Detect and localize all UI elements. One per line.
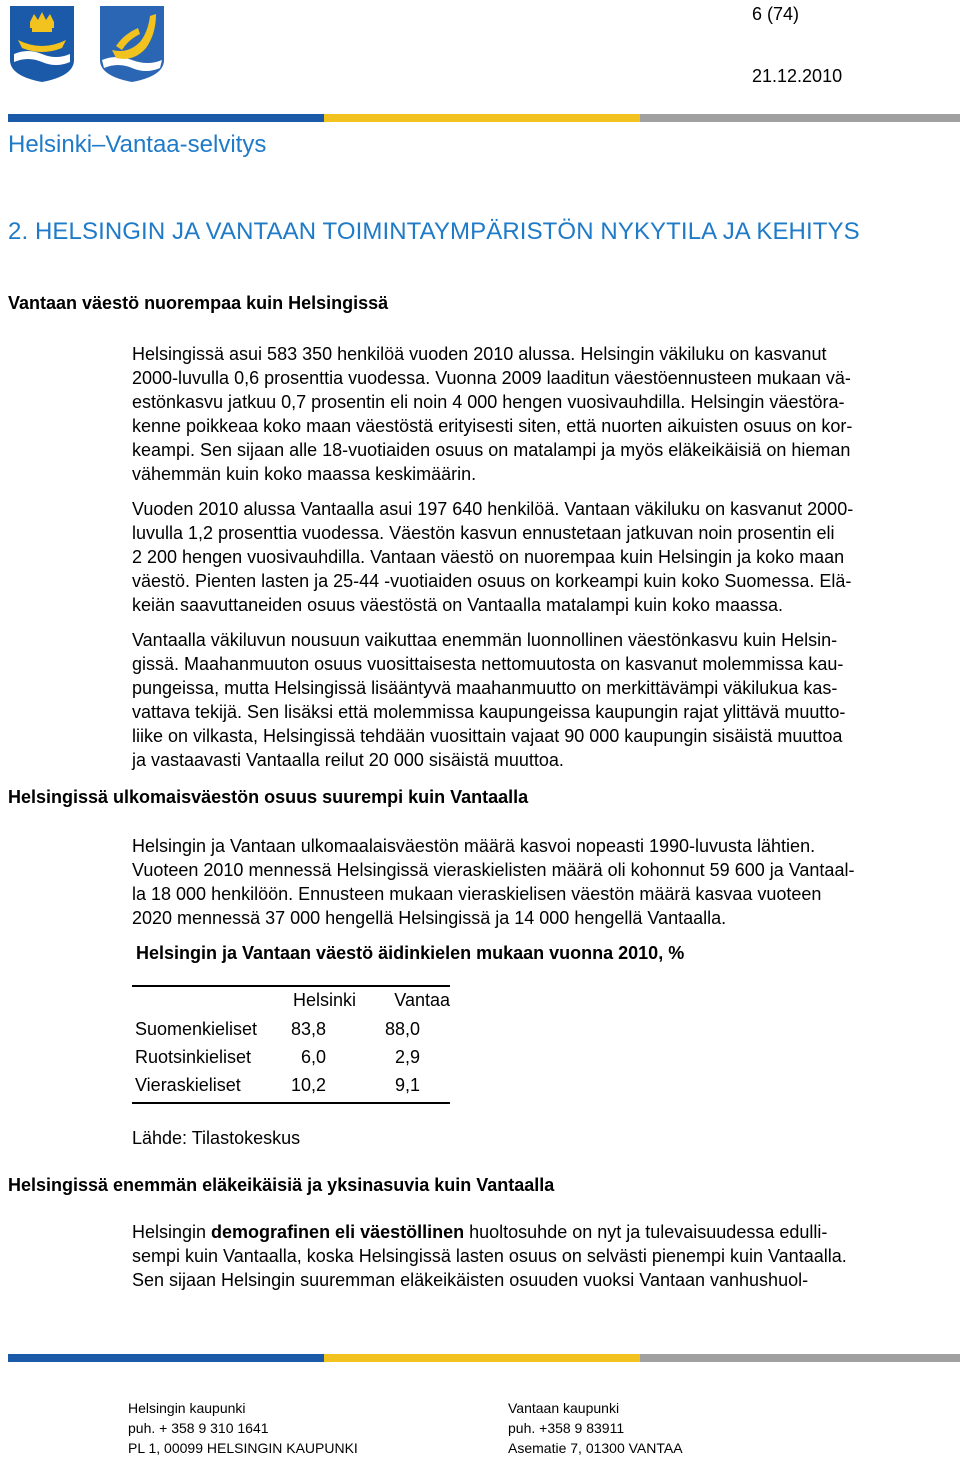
vantaa-crest-icon bbox=[98, 4, 166, 84]
footer-color-bar bbox=[8, 1354, 960, 1362]
table-caption: Helsingin ja Vantaan väestö äidinkielen mukaan vuonna 2010, % bbox=[136, 943, 685, 963]
document-date: 21.12.2010 bbox=[752, 66, 843, 86]
header-color-bar bbox=[8, 114, 960, 122]
page-number: 6 (74) bbox=[752, 4, 800, 24]
footer-vantaa: Vantaan kaupunki puh. +358 9 83911 Asematie 7, 01300 VANTAA bbox=[508, 1400, 683, 1456]
table-top-rule bbox=[132, 985, 450, 987]
section-heading: Vantaan väestö nuorempaa kuin Helsingissä bbox=[8, 293, 389, 313]
section-heading: Helsingissä ulkomaisväestön osuus suurempi kuin Vantaalla bbox=[8, 787, 529, 807]
table-source: Lähde: Tilastokeskus bbox=[132, 1128, 301, 1148]
footer-helsinki: Helsingin kaupunki puh. + 358 9 310 1641 PL 1, 00099 HELSINGIN KAUPUNKI bbox=[128, 1400, 358, 1456]
paragraph: Helsingin demografinen eli väestöllinen huoltosuhde on nyt ja tulevaisuudessa edulli- sempi kuin Vantaalla, koska Helsingissä lasten osuus on selvästi pienempi kuin Vantaalla. Sen sijaan Helsingin suuremman eläkeikäisten osuuden vuoksi Vantaan vanhushuol- bbox=[132, 1222, 847, 1290]
paragraph: Helsingin ja Vantaan ulkomaalaisväestön määrä kasvoi nopeasti 1990-luvusta lähtien. Vuoteen 2010 mennessä Helsingissä vieraskielisten määrä oli kohonnut 59 600 ja Vantaal- la 18 000 henkilöön. Ennusteen mukaan vieraskielisen väestön määrä kasvaa vuoteen 2020 mennessä 37 000 hengellä Helsingissä ja 14 000 hengellä Vantaalla. bbox=[132, 836, 855, 928]
section-heading: Helsingissä enemmän eläkeikäisiä ja yksinasuvia kuin Vantaalla bbox=[8, 1175, 555, 1195]
document-title: Helsinki–Vantaa-selvitys bbox=[8, 131, 267, 158]
table-bottom-rule bbox=[132, 1102, 450, 1104]
paragraph: Vantaalla väkiluvun nousuun vaikuttaa enemmän luonnollinen väestönkasvu kuin Helsin- gissä. Maahanmuuton osuus vuosittaisesta nettomuutosta on kasvanut molemmissa kau- pungeissa, mutta Helsingissä lisääntyvä maahanmuutto on merkittävämpi väkilukua kas- vattava tekijä. Sen lisäksi että molemmissa kaupungeissa kaupungin rajat ylittävä muutto- liike on vilkasta, Helsingissä tehdään vuosittain vajaat 90 000 kaupungin sisäistä muuttoa ja vastaavasti Vantaalla reilut 20 000 sisäistä muuttoa. bbox=[132, 630, 846, 770]
paragraph: Vuoden 2010 alussa Vantaalla asui 197 640 henkilöä. Vantaan väkiluku on kasvanut 2000- luvulla 1,2 prosenttia vuodessa. Väestön kasvun ennustetaan jatkuvan noin prosentin eli 2 200 hengen vuosivauhdilla. Vantaan väestö on nuorempaa kuin Helsingin ja koko maan väestö. Pienten lasten ja 25-44 -vuotiaiden osuus on korkeampi kuin koko Suomessa. Elä- keiän saavuttaneiden osuus väestöstä on Vantaalla matalampi kuin koko maassa. bbox=[132, 499, 854, 615]
chapter-heading: 2. HELSINGIN JA VANTAAN TOIMINTAYMPÄRISTÖN NYKYTILA JA KEHITYS bbox=[8, 218, 860, 245]
paragraph: Helsingissä asui 583 350 henkilöä vuoden 2010 alussa. Helsingin väkiluku on kasvanut 2000-luvulla 0,6 prosenttia vuodessa. Vuonna 2009 laaditun väestöennusteen mukaan vä- estönkasvu jatkuu 0,7 prosentin eli noin 4 000 hengen vuosivauhdilla. Helsingin väestöra- kenne poikkeaa koko maan väestöstä erityisesti siten, että nuorten aikuisten osuus on kor- keampi. Sen sijaan alle 18-vuotiaiden osuus on matalampi ja myös eläkeikäisiä on hieman vähemmän kuin koko maassa keskimäärin. bbox=[132, 344, 853, 484]
helsinki-crest-icon bbox=[8, 4, 76, 84]
